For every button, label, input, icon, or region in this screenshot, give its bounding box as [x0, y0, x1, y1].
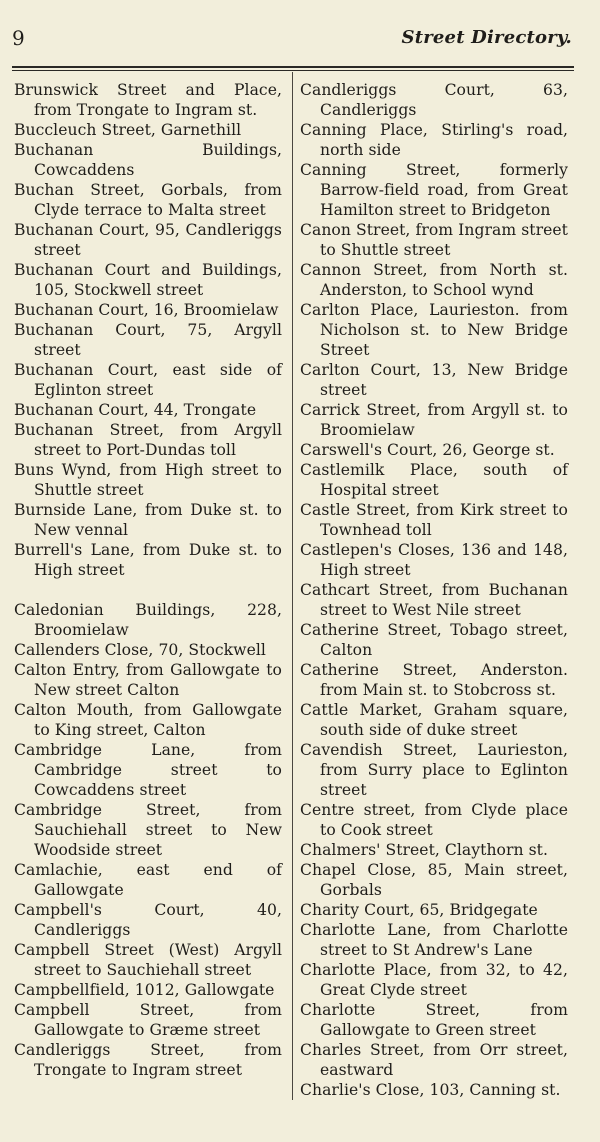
directory-entry: Burrell's Lane, from Duke st. to High street	[14, 541, 282, 579]
running-title: Street Directory.	[401, 27, 572, 48]
directory-entry: Buchanan Court, east side of Eglinton street	[14, 361, 282, 399]
directory-entry: Campbell Street (West) Argyll street to Sauchiehall street	[14, 941, 282, 979]
directory-entry: Calton Mouth, from Gallowgate to King street, Calton	[14, 701, 282, 739]
directory-entry: Carlton Place, Laurieston. from Nicholson st. to New Bridge Street	[300, 301, 568, 359]
directory-entry: Candleriggs Street, from Trongate to Ingram street	[14, 1041, 282, 1079]
directory-entry: Castlemilk Place, south of Hospital street	[300, 461, 568, 499]
directory-entry: Charlotte Lane, from Charlotte street to St Andrew's Lane	[300, 921, 568, 959]
directory-entry: Chapel Close, 85, Main street, Gorbals	[300, 861, 568, 899]
directory-entry: Centre street, from Clyde place to Cook street	[300, 801, 568, 839]
directory-entry: Caledonian Buildings, 228, Broomielaw	[14, 601, 282, 639]
directory-entry: Castlepen's Closes, 136 and 148, High street	[300, 541, 568, 579]
directory-entry: Buchanan Court, 44, Trongate	[14, 401, 257, 419]
directory-entry: Cannon Street, from North st. Anderston, to School wynd	[300, 261, 568, 299]
directory-entry: Charlotte Street, from Gallowgate to Green street	[300, 1001, 568, 1039]
directory-entry: Buchanan Court, 95, Candleriggs street	[14, 221, 282, 259]
directory-entry: Candleriggs Court, 63, Candleriggs	[300, 81, 568, 119]
directory-entry: Callenders Close, 70, Stockwell	[14, 641, 266, 659]
left-column	[14, 80, 282, 1080]
directory-entry: Catherine Street, Tobago street, Calton	[300, 621, 568, 659]
directory-entry: Buns Wynd, from High street to Shuttle street	[14, 461, 282, 499]
directory-entry: Canon Street, from Ingram street to Shuttle street	[300, 221, 568, 259]
directory-entry: Charlotte Place, from 32, to 42, Great Clyde street	[300, 961, 568, 999]
directory-entry: Catherine Street, Anderston. from Main st. to Stobcross st.	[300, 661, 568, 699]
directory-entry: Cavendish Street, Laurieston, from Surry place to Eglinton street	[300, 741, 568, 799]
directory-entry: Carlton Court, 13, New Bridge street	[300, 361, 568, 399]
directory-entry: Carswell's Court, 26, George st.	[300, 441, 555, 459]
directory-entry: Buchanan Court and Buildings, 105, Stockwell street	[14, 261, 282, 299]
directory-entry: Buchan Street, Gorbals, from Clyde terrace to Malta street	[14, 181, 282, 219]
directory-entry: Campbell Street, from Gallowgate to Græme street	[14, 1001, 282, 1039]
directory-entry: Campbell's Court, 40, Candleriggs	[14, 901, 282, 939]
directory-entry: Calton Entry, from Gallowgate to New street Calton	[14, 661, 282, 699]
directory-entry: Cambridge Lane, from Cambridge street to Cowcaddens street	[14, 741, 282, 799]
directory-entry: Camlachie, east end of Gallowgate	[14, 861, 282, 899]
column-divider	[292, 72, 293, 1100]
directory-entry: Charity Court, 65, Bridgegate	[300, 901, 538, 919]
directory-entry: Buccleuch Street, Garnethill	[14, 121, 242, 139]
directory-entry: Charlie's Close, 103, Canning st.	[300, 1081, 561, 1099]
directory-entry: Buchanan Buildings, Cowcaddens	[14, 141, 282, 179]
directory-entry: Chalmers' Street, Claythorn st.	[300, 841, 548, 859]
directory-entry: Cattle Market, Graham square, south side of duke street	[300, 701, 568, 739]
directory-entry: Carrick Street, from Argyll st. to Broomielaw	[300, 401, 568, 439]
directory-entry: Brunswick Street and Place, from Trongate to Ingram st.	[14, 81, 282, 119]
directory-entry: Cambridge Street, from Sauchiehall street to New Woodside street	[14, 801, 282, 859]
directory-entry: Canning Place, Stirling's road, north side	[300, 121, 568, 159]
directory-entry: Charles Street, from Orr street, eastward	[300, 1041, 568, 1079]
directory-entry: Buchanan Street, from Argyll street to Port-Dundas toll	[14, 421, 282, 459]
directory-entry: Cathcart Street, from Buchanan street to West Nile street	[300, 581, 568, 619]
directory-entry: Buchanan Court, 75, Argyll street	[14, 321, 282, 359]
directory-entry: Castle Street, from Kirk street to Townhead toll	[300, 501, 568, 539]
right-column	[300, 80, 568, 1100]
directory-entry: Campbellfield, 1012, Gallowgate	[14, 981, 275, 999]
page-number: 9	[12, 26, 25, 50]
directory-entry: Canning Street, formerly Barrow-field road, from Great Hamilton street to Bridgeton	[300, 161, 568, 219]
directory-entry: Burnside Lane, from Duke st. to New vennal	[14, 501, 282, 539]
directory-entry: Buchanan Court, 16, Broomielaw	[14, 301, 279, 319]
header-rule	[12, 66, 574, 68]
